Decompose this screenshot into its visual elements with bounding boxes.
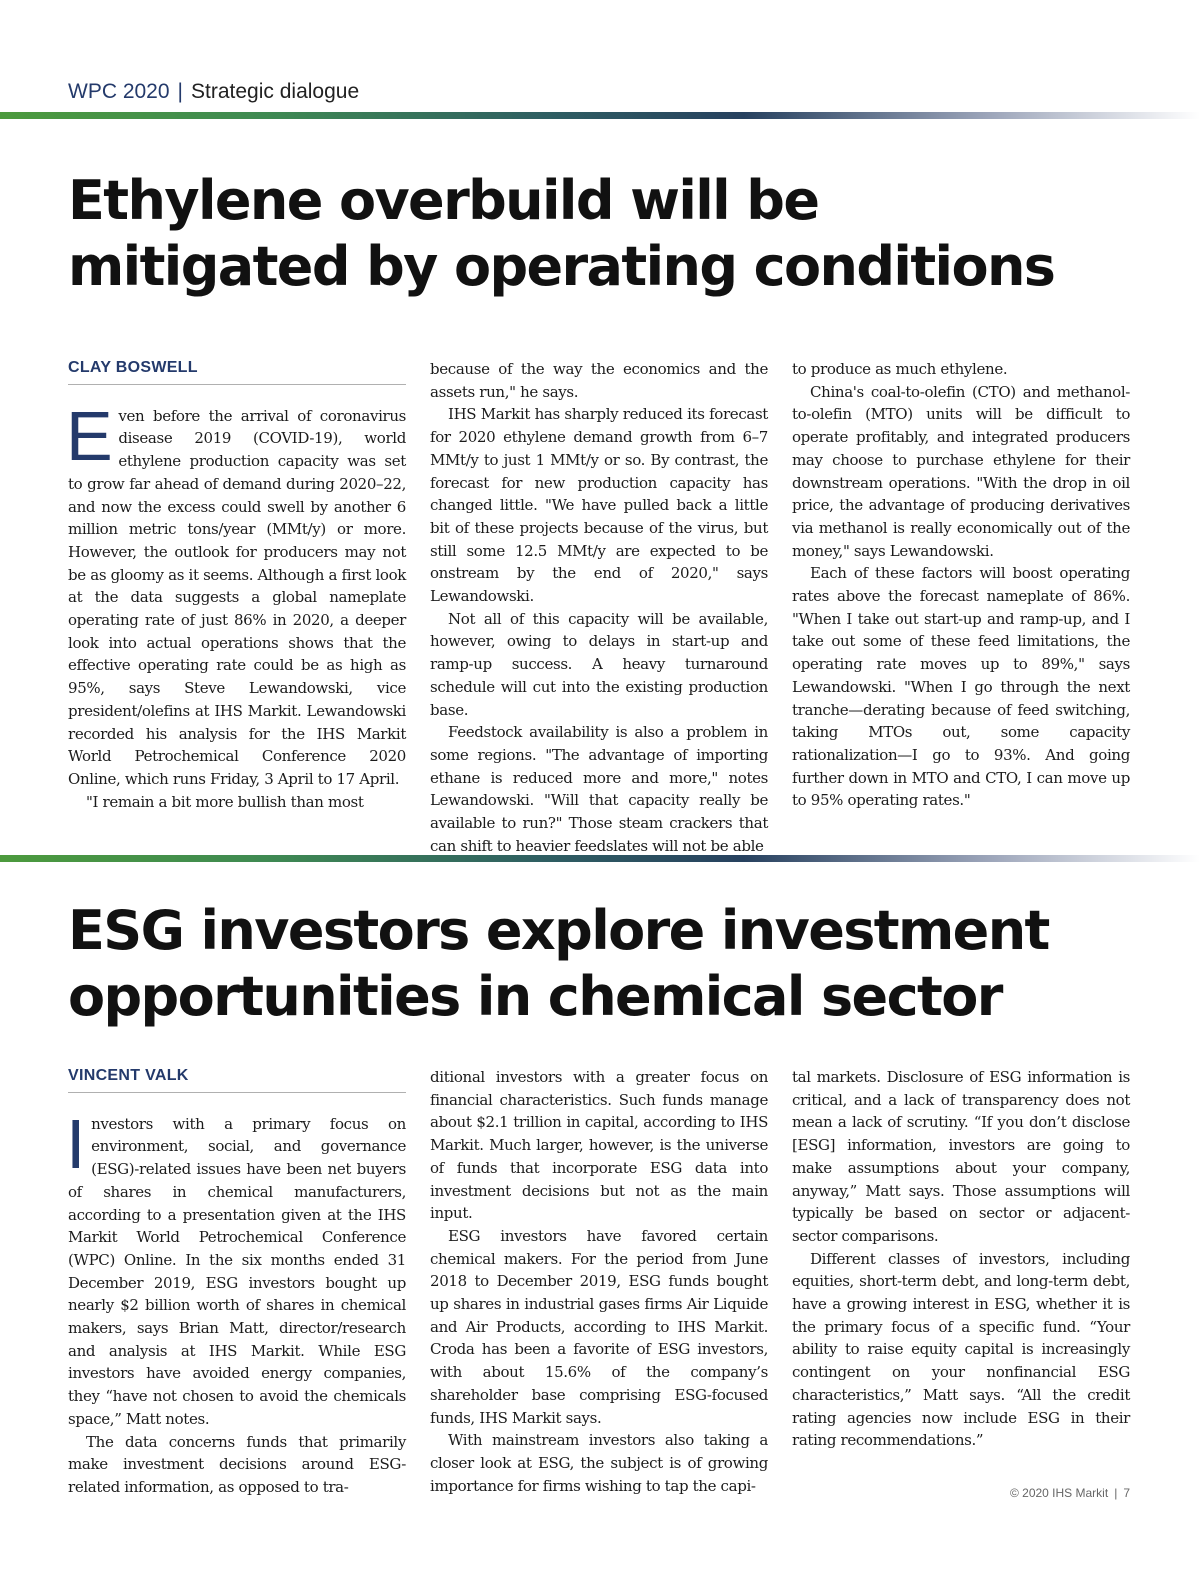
article-1-dropcap: E bbox=[66, 396, 113, 475]
article-1-column-1 bbox=[68, 357, 406, 813]
article-1-paragraph: Not all of this capacity will be available, however, owing to delays in start-up and ramp-up success. A heavy turnaround schedule will cut into the existing production base. bbox=[430, 609, 768, 719]
page-number: 7 bbox=[1123, 1486, 1130, 1500]
article-1-lead-text: ven before the arrival of coronavirus disease 2019 (COVID-19), world ethylene production capacity was set to grow far ahead of demand during 2020–22, and now the excess could swell by another 6 million metric tons/year (MMt/y) or more. However, the outlook for producers may not be as gloomy as it seems. Although a first look at the data suggests a global nameplate operating rate of just 86% in 2020, a deeper look into actual operations shows that the effective operating rate could be as high as 95%, says Steve Lewandowski, vice president/olefins at IHS Markit. Lewandowski recorded his analysis for the IHS Markit World Petrochemical Conference 2020 Online, which runs Friday, 3 April to 17 April. bbox=[68, 406, 406, 788]
article-1-paragraph: to produce as much ethylene. bbox=[792, 360, 1008, 378]
article-2-paragraph: The data concerns funds that primarily make investment decisions around ESG-related information, as opposed to tra- bbox=[68, 1432, 406, 1496]
article-1-title-line-1: Ethylene overbuild will be bbox=[68, 169, 819, 232]
article-1-title-line-2: mitigated by operating conditions bbox=[68, 235, 1055, 298]
article-1-paragraph: IHS Markit has sharply reduced its forecast for 2020 ethylene demand growth from 6–7 MMt/y to just 1 MMt/y or so. By contrast, the forecast for new production capacity has changed little. "We have pulled back a little bit of these projects because of the virus, but still some 12.5 MMt/y are expected to be onstream by the end of 2020," says Lewandowski. bbox=[430, 405, 768, 606]
article-1-paragraph: Each of these factors will boost operating rates above the forecast nameplate of 86%. "When I take out start-up and ramp-up, and I take out some of these feed limitations, the operating rate moves up to 89%," says Lewandowski. "When I go through the next tranche—derating because of feed switching, taking MTOs out, some capacity rationalization—I go to 93%. And going further down in MTO and CTO, I can move up to 95% operating rates." bbox=[792, 564, 1130, 810]
article-2-byline: VINCENT VALK bbox=[68, 1065, 406, 1093]
article-2-lead-text: nvestors with a primary focus on environment, social, and governance (ESG)-related issues have been net buyers of shares in chemical manufacturers, according to a presentation given at the IHS Markit World Petrochemical Conference (WPC) Online. In the six months ended 31 December 2019, ESG investors bought up nearly $2 billion worth of shares in chemical makers, says Brian Matt, director/research and analysis at IHS Markit. While ESG investors have avoided energy companies, they “have not chosen to avoid the chemicals space,” Matt notes. bbox=[68, 1114, 406, 1428]
article-1-column-3 bbox=[792, 358, 1130, 812]
article-2-paragraph: tal markets. Disclosure of ESG information is critical, and a lack of transparency does not mean a lack of scrutiny. “If you don’t disclose [ESG] information, investors are going to make assumptions about your company, anyway,” Matt says. Those assumptions will typically be based on sector or adjacent-sector comparisons. bbox=[792, 1068, 1130, 1245]
article-2-dropcap: I bbox=[66, 1104, 86, 1183]
article-2-title-line-1: ESG investors explore investment bbox=[68, 899, 1049, 962]
article-1-paragraph: Feedstock availability is also a problem in some regions. "The advantage of importing ethane is reduced more and more," notes Lewandowski. "Will that capacity really be available to run?" Those steam crackers that can shift to heavier feedslates will not be able bbox=[430, 723, 768, 855]
page-footer bbox=[1010, 1486, 1130, 1500]
header-separator: | bbox=[177, 80, 184, 103]
header-rule bbox=[0, 112, 1200, 119]
article-2-column-1 bbox=[68, 1065, 406, 1499]
article-2-column-2 bbox=[430, 1066, 768, 1497]
copyright-text: © 2020 IHS Markit bbox=[1009, 1486, 1109, 1500]
article-2-lead-paragraph bbox=[66, 1104, 406, 1431]
article-1-lead-paragraph bbox=[66, 396, 406, 791]
publication-name: WPC 2020 bbox=[68, 80, 170, 103]
article-2-title bbox=[68, 898, 1049, 1030]
article-1-byline: CLAY BOSWELL bbox=[68, 357, 406, 385]
article-1-paragraph: "I remain a bit more bullish than most bbox=[86, 792, 364, 811]
article-2-column-3 bbox=[792, 1066, 1130, 1452]
section-name: Strategic dialogue bbox=[191, 80, 360, 103]
article-1-column-2 bbox=[430, 358, 768, 857]
footer-separator: | bbox=[1114, 1486, 1118, 1500]
article-2-paragraph: With mainstream investors also taking a closer look at ESG, the subject is of growing importance for firms wishing to tap the capi- bbox=[430, 1431, 768, 1495]
article-2-paragraph: ditional investors with a greater focus on financial characteristics. Such funds manage about $2.1 trillion in capital, according to IHS Markit. Much larger, however, is the universe of funds that incorporate ESG data into investment decisions but not as the main input. bbox=[430, 1068, 768, 1223]
section-divider-rule bbox=[0, 855, 1200, 862]
article-1-paragraph: because of the way the economics and the assets run," he says. bbox=[430, 360, 768, 401]
running-header bbox=[68, 80, 359, 104]
article-2-title-line-2: opportunities in chemical sector bbox=[68, 965, 1002, 1028]
article-2-paragraph: Different classes of investors, including equities, short-term debt, and long-term debt, have a growing interest in ESG, whether it is the primary focus of a specific fund. “Your ability to raise equity capital is increasingly contingent on your nonfinancial ESG characteristics,” Matt says. “All the credit rating agencies now include ESG in their rating recommendations.” bbox=[792, 1249, 1130, 1450]
article-2-paragraph: ESG investors have favored certain chemical makers. For the period from June 2018 to December 2019, ESG funds bought up shares in industrial gases firms Air Liquide and Air Products, according to IHS Markit. Croda has been a favorite of ESG investors, with about 15.6% of the company’s shareholder base comprising ESG-focused funds, IHS Markit says. bbox=[430, 1226, 768, 1427]
article-1-title bbox=[68, 168, 1054, 300]
article-1-paragraph: China's coal-to-olefin (CTO) and methanol-to-olefin (MTO) units will be difficult to operate profitably, and integrated producers may choose to purchase ethylene for their downstream operations. "With the drop in oil price, the advantage of producing derivatives via methanol is really economically out of the money," says Lewandowski. bbox=[792, 382, 1130, 560]
